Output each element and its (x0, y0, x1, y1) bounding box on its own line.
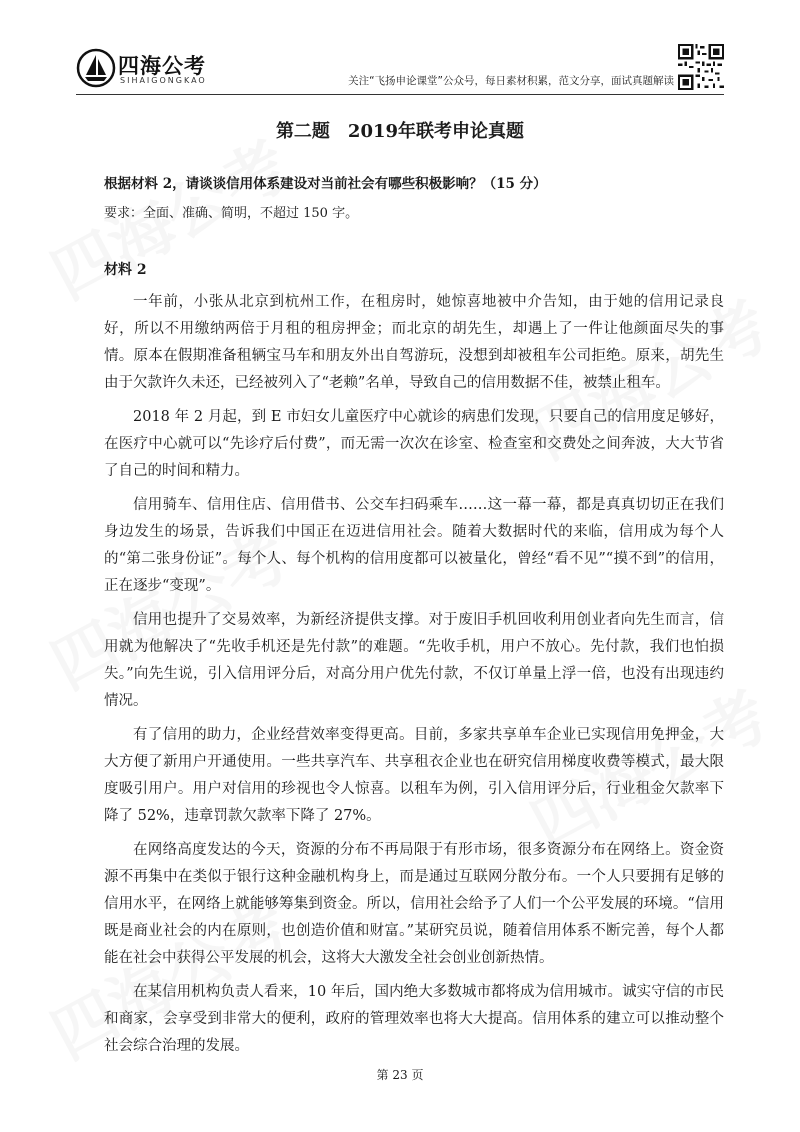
header-divider (76, 94, 724, 95)
paragraph: 信用也提升了交易效率，为新经济提供支撑。对于废旧手机回收利用创业者向先生而言，信用就为他解决了“先收手机还是先付款”的难题。“先收手机，用户不放心。先付款，我们也怕损失。”向先生说，引入信用评分后，对高分用户优先付款，不仅订单量上浮一倍，也没有出现违约情况。 (104, 612, 724, 709)
paragraph: 在某信用机构负责人看来，10 年后，国内绝大多数城市都将成为信用城市。诚实守信的市民和商家，会享受到非常大的便利，政府的管理效率也将大大提高。信用体系的建立可以推动整个社会综合治理的发展。 (104, 984, 724, 1054)
page-number: 第 23 页 (376, 1068, 424, 1082)
page-title: 第二题 2019年联考申论真题 (275, 121, 525, 142)
brand-name: 四海公考 (118, 54, 206, 78)
sailboat-logo-icon (76, 48, 116, 88)
question-text: 根据材料 2，请谈谈信用体系建设对当前社会有哪些积极影响？（15 分） (104, 176, 547, 192)
qr-code-icon (678, 44, 724, 90)
requirement-text: 要求：全面、准确、简明，不超过 150 字。 (104, 206, 359, 221)
brand-subtitle: SIHAIGONGKAO (120, 76, 207, 85)
material-heading: 材料 2 (104, 262, 147, 278)
paragraph: 一年前，小张从北京到杭州工作，在租房时，她惊喜地被中介告知，由于她的信用记录良好，所以不用缴纳两倍于月租的租房押金；而北京的胡先生，却遇上了一件让他颜面尽失的事情。原本在假期准备租辆宝马车和朋友外出自驾游玩，没想到却被租车公司拒绝。原来，胡先生由于欠款许久未还，已经被列入了“老赖”名单，导致自己的信用数据不佳，被禁止租车。 (104, 294, 724, 391)
paragraph: 2018 年 2 月起，到 E 市妇女儿童医疗中心就诊的病患们发现，只要自己的信用度足够好，在医疗中心就可以“先诊疗后付费”，而无需一次次在诊室、检查室和交费处之间奔波，大大节省了自己的时间和精力。 (104, 409, 724, 479)
paragraph: 在网络高度发达的今天，资源的分布不再局限于有形市场，很多资源分布在网络上。资金资源不再集中在类似于银行这种金融机构身上，而是通过互联网分散分布。一个人只要拥有足够的信用水平，在网络上就能够筹集到资金。所以，信用社会给予了人们一个公平发展的环境。“信用既是商业社会的内在原则，也创造价值和财富。”某研究员说，随着信用体系不断完善，每个人都能在社会中获得公平发展的机会，这将大大激发全社会创业创新热情。 (104, 842, 724, 966)
header-tagline: 关注“飞扬申论课堂”公众号，每日素材积累，范文分享，面试真题解读 (348, 75, 674, 87)
paragraph: 有了信用的助力，企业经营效率变得更高。目前，多家共享单车企业已实现信用免押金，大大方便了新用户开通使用。一些共享汽车、共享租衣企业也在研究信用梯度收费等模式，最大限度吸引用户。用户对信用的珍视也令人惊喜。以租车为例，引入信用评分后，行业租金欠款率下降了 52%，违章罚款欠款率下降了 27%。 (104, 727, 724, 824)
material-body (104, 289, 724, 1067)
paragraph: 信用骑车、信用住店、信用借书、公交车扫码乘车……这一幕一幕，都是真真切切正在我们身边发生的场景，告诉我们中国正在迈进信用社会。随着大数据时代的来临，信用成为每个人的“第二张身份证”。每个人、每个机构的信用度都可以被量化，曾经“看不见”“摸不到”的信用，正在逐步“变现”。 (104, 497, 724, 594)
page-header (0, 0, 800, 104)
